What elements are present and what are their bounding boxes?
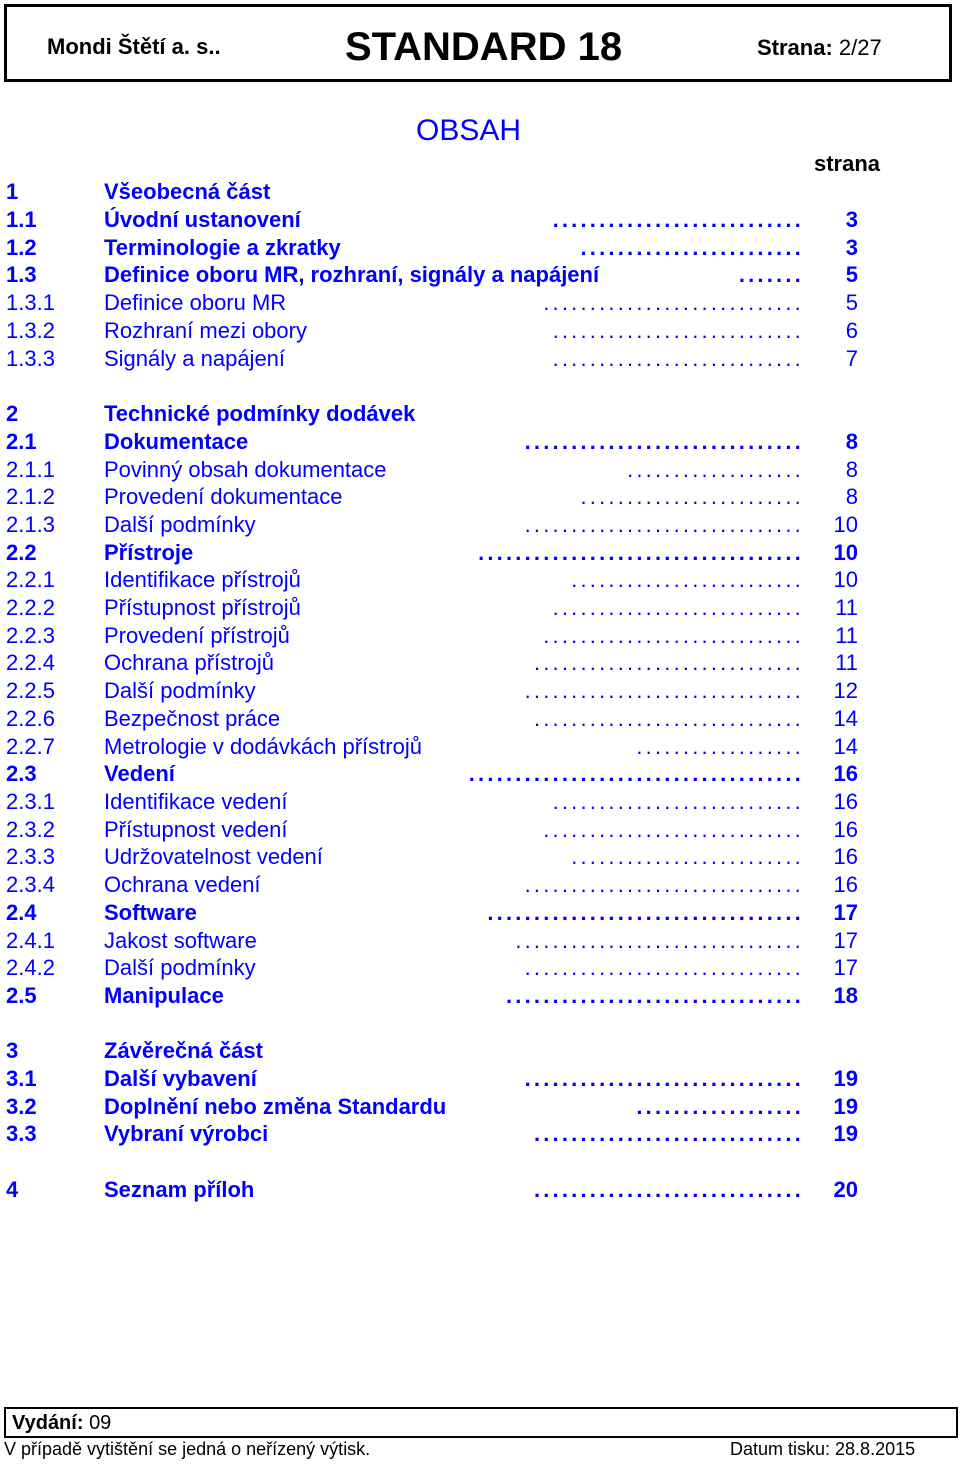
- toc-leader-dots: .........................: [571, 844, 804, 869]
- toc-entry-page: 12: [833, 678, 858, 703]
- toc-entry[interactable]: [0, 1120, 960, 1148]
- toc-entry-title: Všeobecná část: [104, 179, 271, 204]
- toc-entry-number: 1.3.3: [6, 346, 55, 371]
- toc-leader-dots: ...........................: [552, 318, 804, 343]
- toc-entry[interactable]: [0, 317, 960, 345]
- toc-entry-number: 2.2.4: [6, 650, 55, 675]
- toc-entry-title: Dokumentace: [104, 429, 249, 454]
- toc-entry-number: 2.2.3: [6, 623, 55, 648]
- toc-entry-number: 2.1.3: [6, 512, 55, 537]
- toc-leader-dots: ...........................: [552, 346, 804, 371]
- toc-entry-number: 2.2.1: [6, 567, 55, 592]
- toc-leader-dots: .......: [738, 262, 804, 287]
- document-footer: [4, 1407, 958, 1438]
- toc-entry[interactable]: [0, 816, 960, 844]
- toc-entry-number: 2.3.2: [6, 817, 55, 842]
- toc-entry[interactable]: [0, 899, 960, 927]
- toc-entry-title: Terminologie a zkratky: [104, 235, 341, 260]
- toc-entry-number: 1.2: [6, 235, 37, 260]
- toc-entry-page: 8: [845, 484, 858, 509]
- toc-leader-dots: ...................................: [478, 540, 804, 565]
- toc-entry-title: Udržovatelnost vedení: [104, 844, 323, 869]
- toc-title: OBSAH: [416, 114, 522, 147]
- toc-entry-title: Metrologie v dodávkách přístrojů: [104, 734, 422, 759]
- toc-entry-page: 19: [833, 1066, 858, 1091]
- toc-entry-number: 3: [6, 1038, 19, 1063]
- toc-entry-number: 1.3.2: [6, 318, 55, 343]
- toc-entry-number: 2.3: [6, 761, 37, 786]
- edition-value: 09: [89, 1412, 112, 1434]
- print-date: Datum tisku: 28.8.2015: [730, 1439, 916, 1459]
- toc-leader-dots: ...............................: [515, 928, 804, 953]
- toc-entry[interactable]: [0, 705, 960, 733]
- toc-entry-page: 20: [833, 1177, 858, 1202]
- toc-entry-page: 5: [845, 262, 858, 287]
- toc-leader-dots: ..............................: [524, 512, 804, 537]
- toc-entry[interactable]: [0, 788, 960, 816]
- toc-entry-page: 11: [835, 623, 858, 648]
- toc-leader-dots: ...........................: [552, 207, 804, 232]
- toc-entry-title: Identifikace přístrojů: [104, 567, 301, 592]
- toc-entry-number: 2.1.2: [6, 484, 55, 509]
- toc-entry[interactable]: [0, 345, 960, 373]
- toc-entry-title: Signály a napájení: [104, 346, 286, 371]
- toc-entry-page: 17: [833, 900, 858, 925]
- toc-entry-title: Definice oboru MR, rozhraní, signály a napájení: [104, 262, 600, 287]
- toc-entry[interactable]: [0, 289, 960, 317]
- toc-entry-number: 2.3.3: [6, 844, 55, 869]
- toc-entry[interactable]: [0, 1093, 960, 1121]
- toc-entry-page: 5: [845, 290, 858, 315]
- uncontrolled-copy-note: V případě vytištění se jedná o neřízený výtisk.: [4, 1439, 371, 1459]
- toc-entry-number: 3.1: [6, 1066, 37, 1091]
- toc-entry[interactable]: [0, 760, 960, 788]
- toc-entry-page: 19: [833, 1121, 858, 1146]
- toc-entry-title: Povinný obsah dokumentace: [104, 457, 387, 482]
- toc-entry-title: Manipulace: [104, 983, 224, 1008]
- toc-entry[interactable]: [0, 677, 960, 705]
- toc-entry-title: Závěrečná část: [104, 1038, 263, 1063]
- toc-entry-number: 1: [6, 179, 19, 204]
- toc-entry[interactable]: [0, 428, 960, 456]
- toc-entry-page: 14: [833, 734, 858, 759]
- toc-entry-title: Provedení přístrojů: [104, 623, 290, 648]
- toc-entry[interactable]: [0, 871, 960, 899]
- toc-entry[interactable]: [0, 733, 960, 761]
- toc-entry-number: 2.3.4: [6, 872, 55, 897]
- toc-entry-page: 16: [833, 817, 858, 842]
- toc-entry-number: 2.4.2: [6, 955, 55, 980]
- toc-entry-title: Bezpečnost práce: [104, 706, 281, 731]
- toc-entry-page: 10: [833, 540, 858, 565]
- toc-entry-title: Přístupnost vedení: [104, 817, 288, 842]
- toc-entry-number: 2.2: [6, 540, 37, 565]
- toc-entry[interactable]: [0, 566, 960, 594]
- toc-entry-page: 8: [845, 429, 858, 454]
- toc-entry-page: 16: [833, 844, 858, 869]
- toc-entry[interactable]: [0, 927, 960, 955]
- toc-leader-dots: ............................: [543, 623, 804, 648]
- toc-entry-title: Přístroje: [104, 540, 194, 565]
- toc-entry-title: Přístupnost přístrojů: [104, 595, 301, 620]
- toc-entry-number: 2.2.5: [6, 678, 55, 703]
- toc-entry[interactable]: [0, 649, 960, 677]
- toc-entry-number: 2.1.1: [6, 457, 55, 482]
- toc-entry[interactable]: [0, 261, 960, 289]
- toc-entry-title: Software: [104, 900, 197, 925]
- toc-entry-number: 1.3: [6, 262, 37, 287]
- toc-entry-title: Definice oboru MR: [104, 290, 287, 315]
- toc-entry-number: 2: [6, 401, 19, 426]
- toc-entry-page: 11: [835, 595, 858, 620]
- toc-leader-dots: ..................................: [487, 900, 804, 925]
- toc-entry-page: 3: [845, 235, 858, 260]
- toc-entry-page: 10: [833, 567, 858, 592]
- toc-entry-number: 2.1: [6, 429, 37, 454]
- toc-entry[interactable]: [0, 483, 960, 511]
- edition: [12, 1412, 111, 1435]
- toc-leader-dots: ..................: [636, 1094, 804, 1119]
- toc-entry-page: 18: [833, 983, 858, 1008]
- toc-entry-page: 6: [845, 318, 858, 343]
- edition-label: Vydání:: [12, 1412, 84, 1434]
- toc-entry[interactable]: [0, 206, 960, 234]
- toc-entry-number: 4: [6, 1177, 19, 1202]
- toc-entry-page: 7: [845, 346, 858, 371]
- toc-entry-number: 2.2.7: [6, 734, 55, 759]
- toc-entry-title: Vedení: [104, 761, 175, 786]
- toc-leader-dots: ........................: [580, 235, 804, 260]
- toc-entry-title: Další podmínky: [104, 955, 256, 980]
- toc-leader-dots: .............................: [533, 1177, 804, 1202]
- toc-leader-dots: ................................: [506, 983, 804, 1008]
- toc-entry-title: Vybraní výrobci: [104, 1121, 269, 1146]
- toc-entry-page: 16: [833, 789, 858, 814]
- toc-entry-title: Další vybavení: [104, 1066, 257, 1091]
- toc-entry-number: 2.4.1: [6, 928, 55, 953]
- toc-entry-page: 19: [833, 1094, 858, 1119]
- toc-leader-dots: ..............................: [524, 429, 804, 454]
- toc-entry-page: 16: [833, 761, 858, 786]
- toc-leader-dots: ..............................: [524, 1066, 804, 1091]
- toc-leader-dots: ..............................: [524, 678, 804, 703]
- toc-leader-dots: ............................: [543, 290, 804, 315]
- toc-entry-title: Další podmínky: [104, 512, 256, 537]
- toc-entry-title: Identifikace vedení: [104, 789, 288, 814]
- toc-entry-title: Technické podmínky dodávek: [104, 401, 416, 426]
- toc-entry[interactable]: [0, 400, 960, 428]
- toc-entry[interactable]: [0, 843, 960, 871]
- document-title: STANDARD 18: [345, 25, 623, 69]
- toc-entry-page: 17: [833, 955, 858, 980]
- toc-leader-dots: .............................: [533, 706, 804, 731]
- toc-entry-page: 8: [845, 457, 858, 482]
- toc-entry-page: 17: [833, 928, 858, 953]
- toc-entry-page: 3: [845, 207, 858, 232]
- toc-entry[interactable]: [0, 234, 960, 262]
- page-value: 2/27: [838, 35, 882, 60]
- company-name: Mondi Štětí a. s..: [47, 34, 221, 59]
- toc-entry-number: 1.3.1: [6, 290, 55, 315]
- toc-entry-title: Rozhraní mezi obory: [104, 318, 307, 343]
- toc-leader-dots: .............................: [533, 1121, 804, 1146]
- toc-entry-page: 16: [833, 872, 858, 897]
- toc-entry-number: 3.2: [6, 1094, 37, 1119]
- toc-entry[interactable]: [0, 1037, 960, 1065]
- toc-leader-dots: .........................: [571, 567, 804, 592]
- toc-leader-dots: ..............................: [524, 872, 804, 897]
- toc-leader-dots: .............................: [533, 650, 804, 675]
- toc-entry-title: Ochrana vedení: [104, 872, 261, 897]
- toc-leader-dots: ....................................: [468, 761, 804, 786]
- toc-entry-number: 2.2.2: [6, 595, 55, 620]
- toc-leader-dots: ..............................: [524, 955, 804, 980]
- toc-entry-page: 11: [835, 650, 858, 675]
- toc-entry-number: 1.1: [6, 207, 37, 232]
- toc-entry-title: Provedení dokumentace: [104, 484, 343, 509]
- toc-entry[interactable]: [0, 456, 960, 484]
- toc-entry[interactable]: [0, 594, 960, 622]
- toc-entry-title: Doplnění nebo změna Standardu: [104, 1094, 447, 1119]
- toc-leader-dots: ...........................: [552, 789, 804, 814]
- toc-entry[interactable]: [0, 539, 960, 567]
- toc-entry-title: Jakost software: [104, 928, 257, 953]
- toc-entry[interactable]: [0, 1065, 960, 1093]
- toc-leader-dots: ............................: [543, 817, 804, 842]
- toc-leader-dots: ..................: [636, 734, 804, 759]
- toc-entry-page: 10: [833, 512, 858, 537]
- toc-entry[interactable]: [0, 954, 960, 982]
- toc-entry[interactable]: [0, 1176, 960, 1204]
- toc-entry-title: Ochrana přístrojů: [104, 650, 274, 675]
- toc-entry-number: 2.2.6: [6, 706, 55, 731]
- toc-entry-title: Další podmínky: [104, 678, 256, 703]
- toc-entry-title: Úvodní ustanovení: [104, 207, 301, 232]
- toc-entry[interactable]: [0, 982, 960, 1010]
- toc-entry-page: 14: [833, 706, 858, 731]
- toc-entry[interactable]: [0, 622, 960, 650]
- toc-entry-number: 2.3.1: [6, 789, 55, 814]
- toc-leader-dots: ...................: [627, 457, 804, 482]
- toc-entry[interactable]: [0, 511, 960, 539]
- toc-page-column-header: strana: [814, 151, 881, 176]
- page-label: Strana:: [757, 35, 833, 60]
- toc-entry-number: 2.5: [6, 983, 37, 1008]
- toc-entry-number: 3.3: [6, 1121, 37, 1146]
- toc-entry[interactable]: [0, 178, 960, 206]
- toc-leader-dots: ...........................: [552, 595, 804, 620]
- toc-entry-title: Seznam příloh: [104, 1177, 255, 1202]
- toc-entry-number: 2.4: [6, 900, 37, 925]
- toc-leader-dots: ........................: [580, 484, 804, 509]
